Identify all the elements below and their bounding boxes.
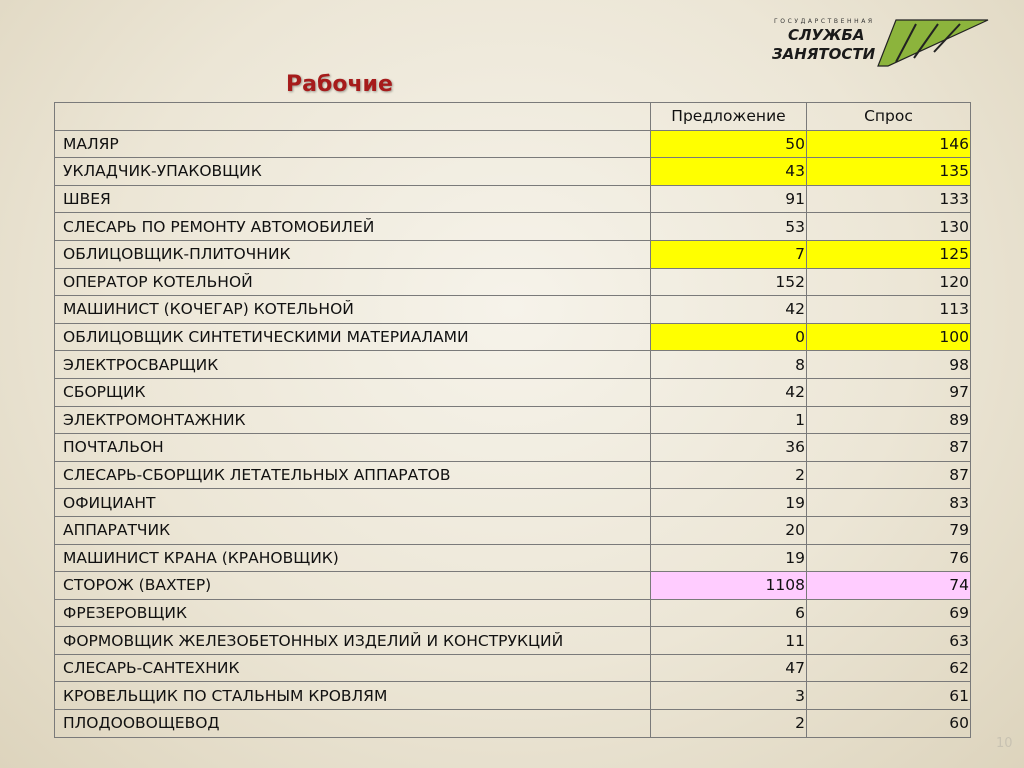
page-number: 10 <box>996 736 1013 751</box>
table-row <box>55 130 971 158</box>
occupation-cell: ОБЛИЦОВЩИК СИНТЕТИЧЕСКИМИ МАТЕРИАЛАМИ <box>55 323 651 351</box>
demand-cell: 133 <box>807 185 971 213</box>
occupation-cell: СЛЕСАРЬ ПО РЕМОНТУ АВТОМОБИЛЕЙ <box>55 213 651 241</box>
supply-cell: 36 <box>651 434 807 462</box>
supply-cell: 6 <box>651 599 807 627</box>
supply-cell: 91 <box>651 185 807 213</box>
demand-cell: 76 <box>807 544 971 572</box>
supply-cell: 1 <box>651 406 807 434</box>
workers-table <box>54 102 971 738</box>
supply-cell: 1108 <box>651 572 807 600</box>
occupation-cell: КРОВЕЛЬЩИК ПО СТАЛЬНЫМ КРОВЛЯМ <box>55 682 651 710</box>
supply-cell: 11 <box>651 627 807 655</box>
demand-cell: 61 <box>807 682 971 710</box>
table-row <box>55 351 971 379</box>
table-row <box>55 710 971 738</box>
demand-cell: 69 <box>807 599 971 627</box>
page-title: Рабочие <box>286 72 393 97</box>
logo-line-1: СЛУЖБА <box>788 26 865 44</box>
demand-cell: 135 <box>807 158 971 186</box>
table-row <box>55 682 971 710</box>
demand-cell: 146 <box>807 130 971 158</box>
supply-cell: 3 <box>651 682 807 710</box>
occupation-cell: ФОРМОВЩИК ЖЕЛЕЗОБЕТОННЫХ ИЗДЕЛИЙ И КОНСТРУКЦИЙ <box>55 627 651 655</box>
demand-cell: 87 <box>807 434 971 462</box>
supply-cell: 8 <box>651 351 807 379</box>
demand-cell: 130 <box>807 213 971 241</box>
demand-cell: 62 <box>807 654 971 682</box>
demand-cell: 120 <box>807 268 971 296</box>
demand-cell: 89 <box>807 406 971 434</box>
table-row <box>55 489 971 517</box>
demand-cell: 97 <box>807 378 971 406</box>
demand-cell: 113 <box>807 296 971 324</box>
demand-cell: 79 <box>807 516 971 544</box>
table-row <box>55 406 971 434</box>
table-row <box>55 572 971 600</box>
demand-cell: 98 <box>807 351 971 379</box>
demand-cell: 63 <box>807 627 971 655</box>
supply-cell: 19 <box>651 489 807 517</box>
table-row <box>55 240 971 268</box>
supply-cell: 2 <box>651 710 807 738</box>
table-row <box>55 599 971 627</box>
table-row <box>55 296 971 324</box>
supply-cell: 50 <box>651 130 807 158</box>
demand-cell: 87 <box>807 461 971 489</box>
table-row <box>55 627 971 655</box>
supply-cell: 0 <box>651 323 807 351</box>
table-row <box>55 378 971 406</box>
occupation-cell: ОБЛИЦОВЩИК-ПЛИТОЧНИК <box>55 240 651 268</box>
occupation-cell: ОФИЦИАНТ <box>55 489 651 517</box>
occupation-cell: АППАРАТЧИК <box>55 516 651 544</box>
logo-line-2: ЗАНЯТОСТИ <box>772 45 876 63</box>
occupation-cell: ПЛОДООВОЩЕВОД <box>55 710 651 738</box>
demand-cell: 74 <box>807 572 971 600</box>
occupation-cell: УКЛАДЧИК-УПАКОВЩИК <box>55 158 651 186</box>
supply-cell: 2 <box>651 461 807 489</box>
supply-cell: 47 <box>651 654 807 682</box>
occupation-cell: МАШИНИСТ (КОЧЕГАР) КОТЕЛЬНОЙ <box>55 296 651 324</box>
occupation-cell: СЛЕСАРЬ-САНТЕХНИК <box>55 654 651 682</box>
supply-cell: 19 <box>651 544 807 572</box>
occupation-cell: СБОРЩИК <box>55 378 651 406</box>
table-row <box>55 516 971 544</box>
table-row <box>55 213 971 241</box>
table-row <box>55 323 971 351</box>
table-row <box>55 185 971 213</box>
table-header-row <box>55 103 971 131</box>
occupation-cell: ШВЕЯ <box>55 185 651 213</box>
header-demand: Спрос <box>807 103 971 131</box>
occupation-cell: МАЛЯР <box>55 130 651 158</box>
occupation-cell: СЛЕСАРЬ-СБОРЩИК ЛЕТАТЕЛЬНЫХ АППАРАТОВ <box>55 461 651 489</box>
occupation-cell: СТОРОЖ (ВАХТЕР) <box>55 572 651 600</box>
table-row <box>55 434 971 462</box>
occupation-cell: ФРЕЗЕРОВЩИК <box>55 599 651 627</box>
occupation-cell: МАШИНИСТ КРАНА (КРАНОВЩИК) <box>55 544 651 572</box>
occupation-cell: ПОЧТАЛЬОН <box>55 434 651 462</box>
occupation-cell: ЭЛЕКТРОСВАРЩИК <box>55 351 651 379</box>
supply-cell: 152 <box>651 268 807 296</box>
supply-cell: 20 <box>651 516 807 544</box>
logo-stripes-icon <box>876 18 990 68</box>
supply-cell: 42 <box>651 378 807 406</box>
table-row <box>55 654 971 682</box>
table-row <box>55 461 971 489</box>
table-row <box>55 268 971 296</box>
table-row <box>55 158 971 186</box>
demand-cell: 60 <box>807 710 971 738</box>
demand-cell: 100 <box>807 323 971 351</box>
table-row <box>55 544 971 572</box>
supply-cell: 42 <box>651 296 807 324</box>
supply-cell: 53 <box>651 213 807 241</box>
header-name <box>55 103 651 131</box>
supply-cell: 43 <box>651 158 807 186</box>
logo-top-line: ГОСУДАРСТВЕННАЯ <box>774 18 875 25</box>
occupation-cell: ЭЛЕКТРОМОНТАЖНИК <box>55 406 651 434</box>
occupation-cell: ОПЕРАТОР КОТЕЛЬНОЙ <box>55 268 651 296</box>
header-supply: Предложение <box>651 103 807 131</box>
demand-cell: 125 <box>807 240 971 268</box>
agency-logo <box>768 18 990 68</box>
demand-cell: 83 <box>807 489 971 517</box>
supply-cell: 7 <box>651 240 807 268</box>
